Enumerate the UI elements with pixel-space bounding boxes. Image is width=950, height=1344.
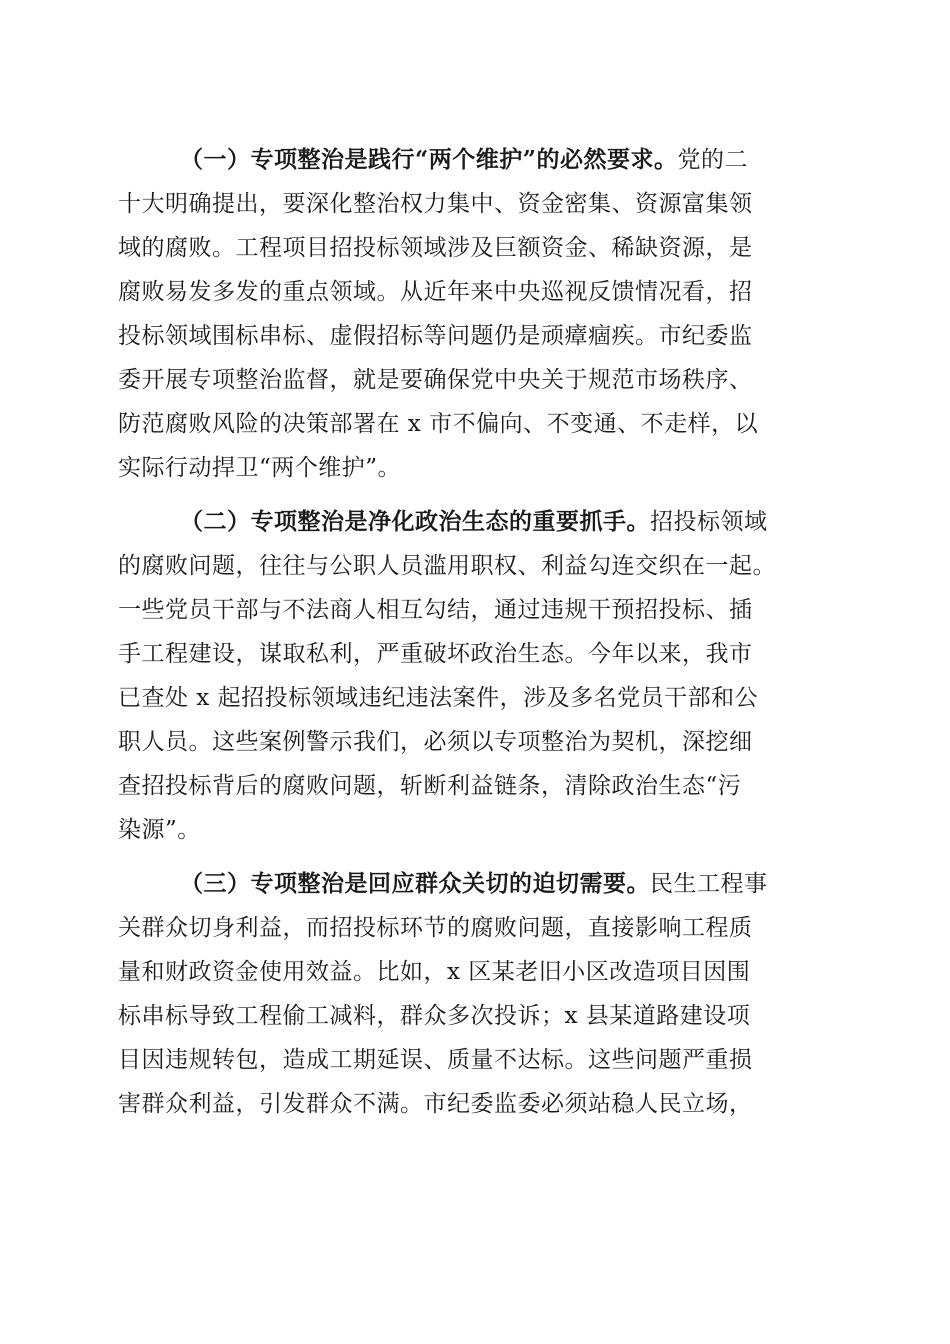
paragraph-2-line-7: 查招投标背后的腐败问题，斩断利益链条，清除政治生态“污: [118, 773, 742, 799]
paragraph-3-heading: （三）专项整治是回应群众关切的迫切需要。: [180, 870, 650, 897]
paragraph-2-line-2: 的腐败问题，往往与公职人员滥用职权、利益勾连交织在一起。: [118, 553, 776, 579]
paragraph-1-line-8: 实际行动捍卫“两个维护”。: [118, 455, 402, 481]
paragraph-2-heading: （二）专项整治是净化政治生态的重要抓手。: [180, 508, 650, 535]
paragraph-2-line-8: 染源”。: [118, 817, 201, 843]
paragraph-3-text: 民生工程事: [650, 871, 768, 897]
paragraph-2-line-5: 已查处 x 起招投标领域违纪违法案件，涉及多名党员干部和公: [118, 685, 759, 711]
paragraph-3-line-1: [180, 862, 768, 906]
paragraph-3-line-4: 标串标导致工程偷工减料，群众多次投诉；x 县某道路建设项: [118, 1003, 751, 1029]
paragraph-2-line-6: 职人员。这些案例警示我们，必须以专项整治为契机，深挖细: [118, 729, 753, 755]
paragraph-1-line-4: 腐败易发多发的重点领域。从近年来中央巡视反馈情况看，招: [118, 279, 753, 305]
paragraph-1-text: 党的二: [677, 147, 748, 173]
paragraph-1-line-7: 防范腐败风险的决策部署在 x 市不偏向、不变通、不走样，以: [118, 411, 759, 437]
paragraph-3-line-2: 关群众切身利益，而招投标环节的腐败问题，直接影响工程质: [118, 915, 753, 941]
paragraph-2-line-1: [180, 500, 768, 544]
paragraph-2-line-4: 手工程建设，谋取私利，严重破坏政治生态。今年以来，我市: [118, 641, 753, 667]
paragraph-1-line-2: 十大明确提出，要深化整治权力集中、资金密集、资源富集领: [118, 191, 753, 217]
paragraph-1-line-5: 投标领域围标串标、虚假招标等问题仍是顽瘴痼疾。市纪委监: [118, 323, 753, 349]
paragraph-1-line-3: 域的腐败。工程项目招投标领域涉及巨额资金、稀缺资源，是: [118, 235, 753, 261]
paragraph-3-line-5: 目因违规转包，造成工期延误、质量不达标。这些问题严重损: [118, 1047, 753, 1073]
paragraph-2-text: 招投标领域: [650, 509, 768, 535]
paragraph-2-line-3: 一些党员干部与不法商人相互勾结，通过违规干预招投标、插: [118, 597, 753, 623]
paragraph-3-line-6: 害群众利益，引发群众不满。市纪委监委必须站稳人民立场，: [118, 1091, 753, 1117]
paragraph-1-line-6: 委开展专项整治监督，就是要确保党中央关于规范市场秩序、: [118, 367, 753, 393]
paragraph-1-heading: （一）专项整治是践行“两个维护”的必然要求。: [180, 146, 678, 173]
paragraph-3-line-3: 量和财政资金使用效益。比如，x 区某老旧小区改造项目因围: [118, 959, 751, 985]
paragraph-1-line-1: [180, 138, 748, 182]
